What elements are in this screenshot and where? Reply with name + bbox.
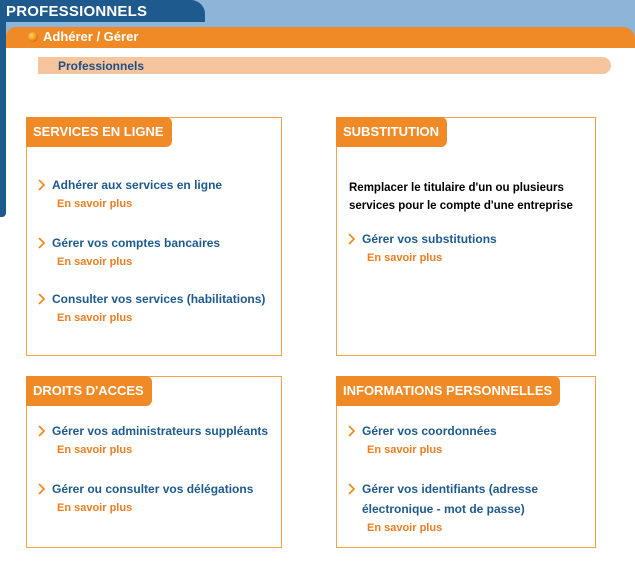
services-en-ligne-box xyxy=(26,117,282,356)
chevron-right-icon xyxy=(347,482,357,496)
list-item xyxy=(37,482,277,516)
en-savoir-plus-link[interactable]: En savoir plus xyxy=(57,312,133,324)
en-savoir-plus-link[interactable]: En savoir plus xyxy=(367,522,443,534)
gerer-delegations-link[interactable]: Gérer ou consulter vos délégations xyxy=(52,482,254,496)
consulter-services-link[interactable]: Consulter vos services (habilitations) xyxy=(52,292,266,306)
chevron-right-icon xyxy=(37,236,47,250)
en-savoir-plus-link[interactable]: En savoir plus xyxy=(367,444,443,456)
gerer-substitutions-link[interactable]: Gérer vos substitutions xyxy=(362,232,497,246)
list-item xyxy=(347,232,591,266)
list-item xyxy=(37,178,277,212)
substitution-description: Remplacer le titulaire d'un ou plusieurs services pour le compte d'une entreprise xyxy=(349,182,573,212)
gerer-administrateurs-link[interactable]: Gérer vos administrateurs suppléants xyxy=(52,424,269,438)
list-item xyxy=(347,482,591,536)
en-savoir-plus-link[interactable]: En savoir plus xyxy=(57,256,133,268)
substitution-header: SUBSTITUTION xyxy=(336,117,447,147)
list-item xyxy=(37,292,277,326)
breadcrumb-bar xyxy=(6,27,635,47)
list-item xyxy=(37,424,277,458)
droits-acces-header: DROITS D'ACCES xyxy=(26,376,152,406)
services-en-ligne-header: SERVICES EN LIGNE xyxy=(26,117,172,147)
chevron-right-icon xyxy=(37,292,47,306)
en-savoir-plus-link[interactable]: En savoir plus xyxy=(57,502,133,514)
chevron-right-icon xyxy=(347,232,357,246)
chevron-right-icon xyxy=(37,482,47,496)
informations-personnelles-box xyxy=(336,376,596,548)
informations-personnelles-header: INFORMATIONS PERSONNELLES xyxy=(336,376,560,406)
chevron-right-icon xyxy=(37,424,47,438)
droits-acces-box xyxy=(26,376,282,548)
chevron-right-icon xyxy=(37,178,47,192)
list-item xyxy=(37,236,277,270)
substitution-box xyxy=(336,117,596,356)
bullet-icon xyxy=(28,32,38,42)
chevron-right-icon xyxy=(347,424,357,438)
breadcrumb-current[interactable]: Adhérer / Gérer xyxy=(43,29,139,44)
section-title: Professionnels xyxy=(38,57,611,74)
page-title: PROFESSIONNELS xyxy=(0,0,205,22)
adherer-services-link[interactable]: Adhérer aux services en ligne xyxy=(52,178,223,192)
gerer-comptes-link[interactable]: Gérer vos comptes bancaires xyxy=(52,236,221,250)
en-savoir-plus-link[interactable]: En savoir plus xyxy=(367,252,443,264)
gerer-identifiants-link[interactable]: Gérer vos identifiants (adresse électronique - mot de passe) xyxy=(362,482,539,516)
list-item xyxy=(347,424,591,458)
en-savoir-plus-link[interactable]: En savoir plus xyxy=(57,198,133,210)
gerer-coordonnees-link[interactable]: Gérer vos coordonnées xyxy=(362,424,497,438)
en-savoir-plus-link[interactable]: En savoir plus xyxy=(57,444,133,456)
